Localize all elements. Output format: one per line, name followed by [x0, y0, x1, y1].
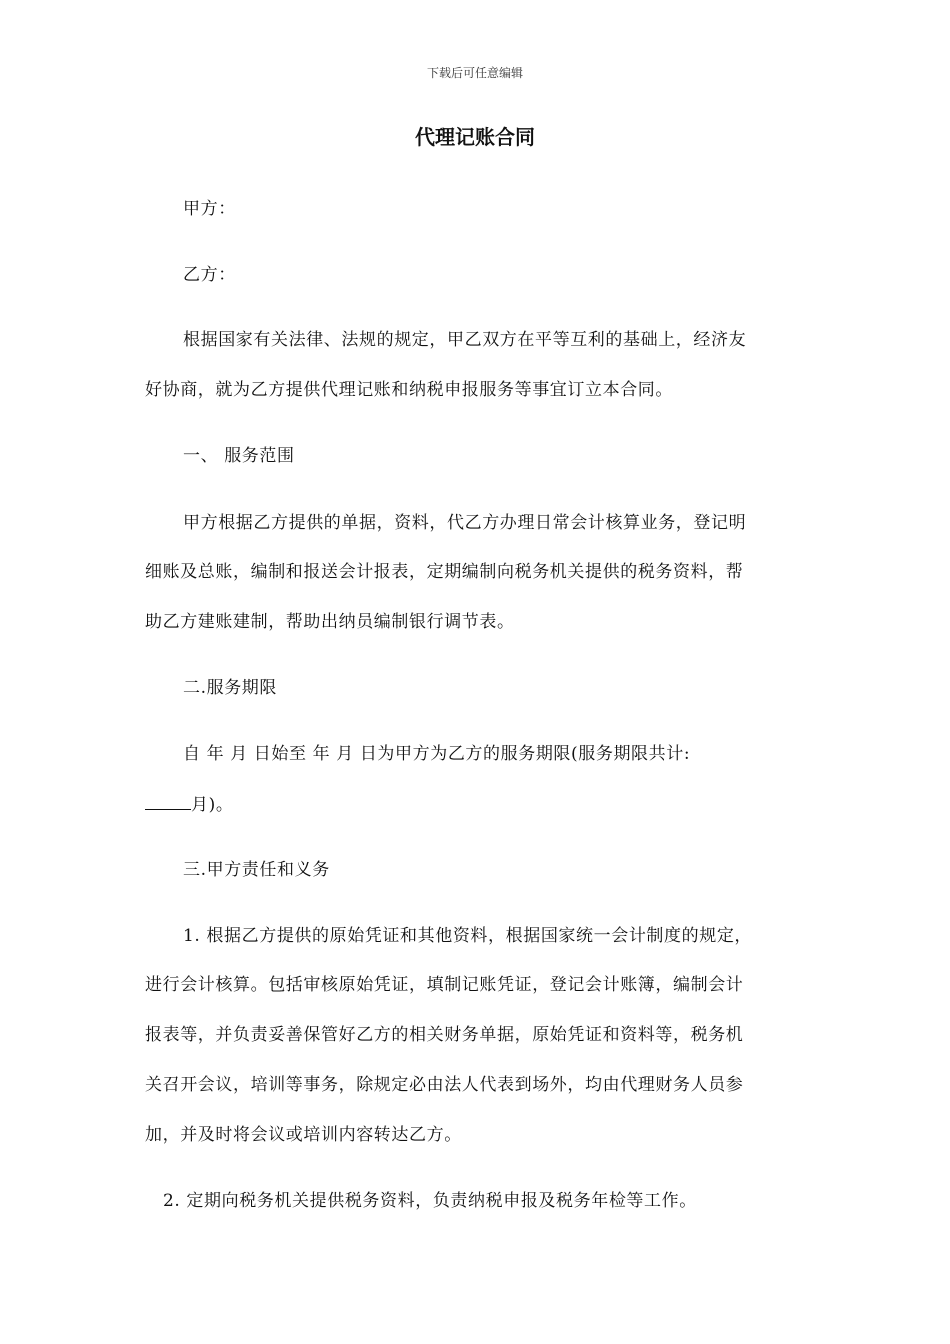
header-note: 下载后可任意编辑 — [426, 66, 523, 80]
months-blank — [145, 791, 191, 810]
section-3-item-2: 2. 定期向税务机关提供税务资料，负责纳税申报及税务年检等工作。 — [163, 1191, 697, 1211]
section-3-item-1-line-3: 报表等，并负责妥善保管好乙方的相关财务单据，原始凭证和资料等，税务机 — [145, 1025, 744, 1045]
section-2-line-1: 自 年 月 日始至 年 月 日为甲方为乙方的服务期限(服务期限共计: — [183, 744, 691, 764]
section-2-line-2-suffix: 月)。 — [191, 795, 234, 815]
section-3-item-1-line-4: 关召开会议，培训等事务，除规定必由法人代表到场外，均由代理财务人员参 — [145, 1075, 744, 1095]
party-a-label: 甲方： — [183, 199, 236, 219]
section-3-item-1-line-2: 进行会计核算。包括审核原始凭证，填制记账凭证，登记会计账簿，编制会计 — [145, 975, 744, 995]
section-3-heading: 三.甲方责任和义务 — [183, 860, 330, 880]
section-2-line-2 — [145, 791, 233, 818]
intro-line-2: 好协商，就为乙方提供代理记账和纳税申报服务等事宜订立本合同。 — [145, 380, 673, 400]
section-3-item-1-line-1: 1. 根据乙方提供的原始凭证和其他资料，根据国家统一会计制度的规定， — [183, 926, 753, 946]
section-1-line-1: 甲方根据乙方提供的单据，资料，代乙方办理日常会计核算业务，登记明 — [183, 513, 747, 533]
section-3-item-1-line-5: 加，并及时将会议或培训内容转达乙方。 — [145, 1125, 462, 1145]
section-2-heading: 二.服务期限 — [183, 678, 278, 698]
section-1-heading: 一、 服务范围 — [183, 446, 295, 466]
intro-line-1: 根据国家有关法律、法规的规定，甲乙双方在平等互利的基础上，经济友 — [183, 330, 747, 350]
section-1-line-3: 助乙方建账建制，帮助出纳员编制银行调节表。 — [145, 612, 515, 632]
party-b-label: 乙方： — [183, 265, 236, 285]
document-title: 代理记账合同 — [415, 125, 535, 149]
section-1-line-2: 细账及总账，编制和报送会计报表，定期编制向税务机关提供的税务资料，帮 — [145, 562, 744, 582]
